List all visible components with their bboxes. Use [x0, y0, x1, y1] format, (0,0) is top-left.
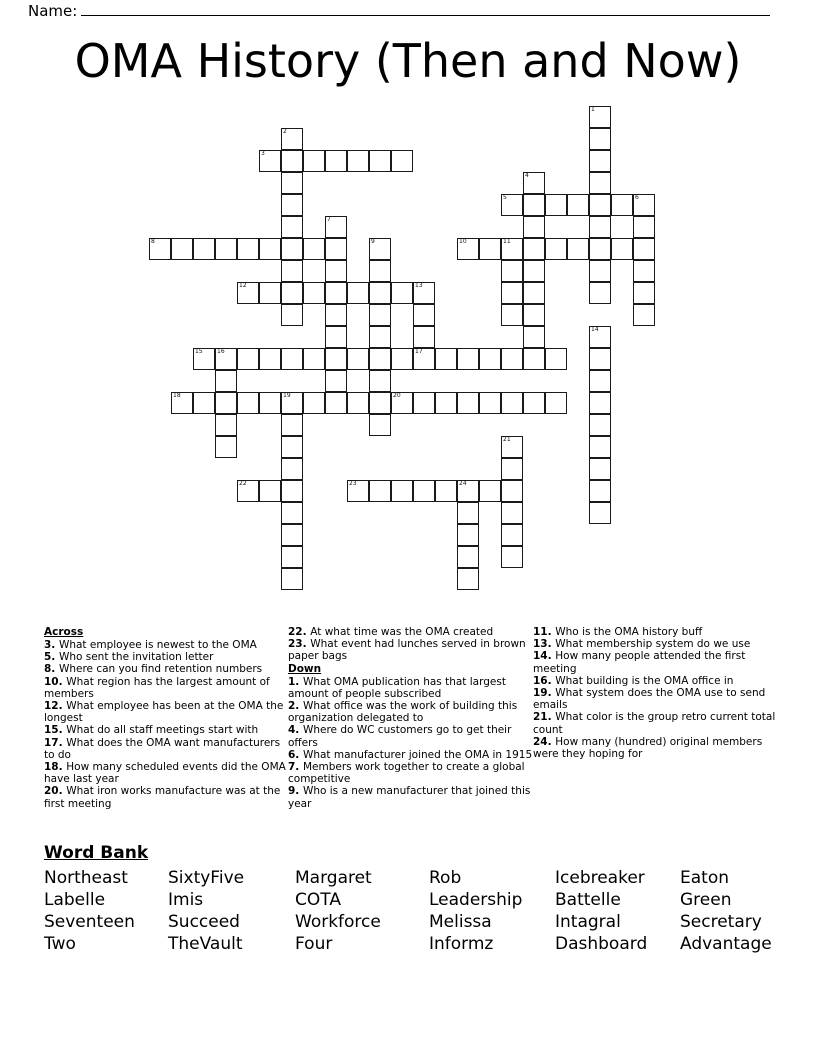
- crossword-cell[interactable]: [281, 260, 303, 282]
- clue-item: [288, 749, 533, 761]
- word-bank-list: [44, 867, 784, 955]
- crossword-cell[interactable]: [501, 194, 523, 216]
- clue-number: 24.: [533, 735, 556, 748]
- crossword-cell[interactable]: [281, 194, 303, 216]
- cell-number: 2: [283, 128, 287, 135]
- clue-text: What membership system do we use: [555, 638, 751, 651]
- crossword-cell[interactable]: [501, 260, 523, 282]
- clue-number: 21.: [533, 711, 556, 724]
- crossword-cell[interactable]: [479, 238, 501, 260]
- crossword-cell[interactable]: [325, 238, 347, 260]
- clue-number: 6.: [288, 748, 303, 761]
- crossword-cell[interactable]: [501, 458, 523, 480]
- crossword-cell[interactable]: [325, 216, 347, 238]
- word-bank-word[interactable]: Intagral: [555, 912, 621, 932]
- clue-number: 16.: [533, 674, 556, 687]
- crossword-cell[interactable]: [435, 348, 457, 370]
- crossword-cell[interactable]: [281, 568, 303, 590]
- crossword-cell[interactable]: [545, 348, 567, 370]
- clue-item: [533, 711, 784, 735]
- crossword-cell[interactable]: [589, 326, 611, 348]
- crossword-cell[interactable]: [237, 480, 259, 502]
- crossword-cell[interactable]: [523, 392, 545, 414]
- crossword-cell[interactable]: [149, 238, 171, 260]
- crossword-cell[interactable]: [589, 128, 611, 150]
- crossword-cell[interactable]: [589, 348, 611, 370]
- crossword-cell[interactable]: [303, 150, 325, 172]
- crossword-cell[interactable]: [435, 480, 457, 502]
- crossword-cell[interactable]: [347, 392, 369, 414]
- word-bank-title: Word Bank: [44, 843, 149, 863]
- crossword-cell[interactable]: [369, 238, 391, 260]
- clue-text: What office was the work of building this organization delegated to: [288, 700, 518, 725]
- crossword-cell[interactable]: [413, 348, 435, 370]
- crossword-cell[interactable]: [501, 436, 523, 458]
- crossword-cell[interactable]: [523, 348, 545, 370]
- clue-number: 14.: [533, 650, 556, 663]
- word-bank-word[interactable]: Seventeen: [44, 912, 135, 932]
- crossword-cell[interactable]: [281, 502, 303, 524]
- clue-item: [288, 785, 533, 809]
- crossword-cell[interactable]: [479, 392, 501, 414]
- crossword-cell[interactable]: [259, 392, 281, 414]
- crossword-cell[interactable]: [281, 216, 303, 238]
- cell-number: 17: [415, 348, 423, 355]
- crossword-cell[interactable]: [523, 238, 545, 260]
- crossword-cell[interactable]: [545, 238, 567, 260]
- cell-number: 18: [173, 392, 181, 399]
- crossword-cell[interactable]: [589, 238, 611, 260]
- crossword-cell[interactable]: [501, 502, 523, 524]
- crossword-cell[interactable]: [215, 238, 237, 260]
- crossword-cell[interactable]: [523, 260, 545, 282]
- crossword-cell[interactable]: [457, 546, 479, 568]
- clue-item: [44, 676, 288, 700]
- crossword-cell[interactable]: [391, 348, 413, 370]
- clue-item: [533, 675, 784, 687]
- cell-number: 24: [459, 480, 467, 487]
- crossword-cell[interactable]: [523, 194, 545, 216]
- crossword-cell[interactable]: [215, 392, 237, 414]
- cell-number: 5: [503, 194, 507, 201]
- crossword-cell[interactable]: [193, 238, 215, 260]
- crossword-grid[interactable]: [0, 0, 816, 520]
- clue-item: [288, 700, 533, 724]
- crossword-cell[interactable]: [303, 282, 325, 304]
- crossword-cell[interactable]: [193, 392, 215, 414]
- crossword-cell[interactable]: [325, 304, 347, 326]
- crossword-cell[interactable]: [391, 392, 413, 414]
- cell-number: 8: [151, 238, 155, 245]
- clue-item: [533, 626, 784, 638]
- clue-item: [44, 737, 288, 761]
- cell-number: 20: [393, 392, 401, 399]
- clue-item: [288, 676, 533, 700]
- crossword-cell[interactable]: [281, 304, 303, 326]
- clue-number: 23.: [288, 638, 311, 651]
- cell-number: 12: [239, 282, 247, 289]
- crossword-cell[interactable]: [633, 238, 655, 260]
- clue-text: What region has the largest amount of members: [44, 675, 270, 700]
- word-bank-word[interactable]: Northeast: [44, 868, 128, 888]
- clue-number: 12.: [44, 700, 67, 713]
- crossword-cell[interactable]: [281, 392, 303, 414]
- name-label: Name:: [28, 2, 78, 20]
- crossword-cell[interactable]: [303, 392, 325, 414]
- crossword-cell[interactable]: [545, 392, 567, 414]
- crossword-cell[interactable]: [413, 282, 435, 304]
- word-bank-word[interactable]: Four: [295, 934, 333, 954]
- crossword-cell[interactable]: [633, 194, 655, 216]
- clue-item: [533, 638, 784, 650]
- clue-text: Members work together to create a global competitive: [288, 761, 525, 786]
- crossword-cell[interactable]: [391, 480, 413, 502]
- crossword-cell[interactable]: [633, 282, 655, 304]
- cell-number: 7: [327, 216, 331, 223]
- crossword-cell[interactable]: [325, 392, 347, 414]
- crossword-cell[interactable]: [347, 150, 369, 172]
- crossword-cell[interactable]: [523, 304, 545, 326]
- crossword-cell[interactable]: [281, 546, 303, 568]
- clue-section-heading: Down: [288, 662, 322, 675]
- crossword-cell[interactable]: [369, 348, 391, 370]
- crossword-cell[interactable]: [589, 194, 611, 216]
- crossword-cell[interactable]: [281, 348, 303, 370]
- clue-column-2: [288, 626, 533, 810]
- crossword-cell[interactable]: [303, 238, 325, 260]
- clue-number: 17.: [44, 736, 67, 749]
- clue-number: 7.: [288, 761, 303, 774]
- crossword-cell[interactable]: [237, 282, 259, 304]
- crossword-cell[interactable]: [523, 326, 545, 348]
- word-bank-word[interactable]: Eaton: [680, 868, 729, 888]
- crossword-cell[interactable]: [633, 216, 655, 238]
- crossword-cell[interactable]: [589, 150, 611, 172]
- cell-number: 23: [349, 480, 357, 487]
- crossword-cell[interactable]: [281, 480, 303, 502]
- crossword-cell[interactable]: [457, 392, 479, 414]
- crossword-cell[interactable]: [325, 348, 347, 370]
- clue-item: [44, 724, 288, 736]
- crossword-cell[interactable]: [237, 392, 259, 414]
- word-bank-word[interactable]: Battelle: [555, 890, 621, 910]
- crossword-cell[interactable]: [633, 304, 655, 326]
- crossword-cell[interactable]: [611, 194, 633, 216]
- clue-text: How many people attended the first meeting: [533, 650, 746, 675]
- word-bank-word[interactable]: Succeed: [168, 912, 240, 932]
- crossword-cell[interactable]: [523, 282, 545, 304]
- crossword-cell[interactable]: [369, 414, 391, 436]
- crossword-cell[interactable]: [633, 260, 655, 282]
- crossword-cell[interactable]: [281, 150, 303, 172]
- clue-column-3: [533, 626, 784, 760]
- crossword-cell[interactable]: [325, 150, 347, 172]
- word-bank-word[interactable]: Secretary: [680, 912, 762, 932]
- crossword-cell[interactable]: [237, 238, 259, 260]
- word-bank-word[interactable]: Rob: [429, 868, 462, 888]
- crossword-cell[interactable]: [457, 238, 479, 260]
- crossword-cell[interactable]: [479, 480, 501, 502]
- crossword-cell[interactable]: [171, 392, 193, 414]
- word-bank-word[interactable]: Green: [680, 890, 732, 910]
- cell-number: 19: [283, 392, 291, 399]
- clue-text: What event had lunches served in brown paper bags: [288, 638, 526, 663]
- crossword-cell[interactable]: [369, 392, 391, 414]
- crossword-cell[interactable]: [347, 282, 369, 304]
- crossword-cell[interactable]: [281, 436, 303, 458]
- clue-item: [533, 687, 784, 711]
- crossword-cell[interactable]: [391, 150, 413, 172]
- cell-number: 14: [591, 326, 599, 333]
- crossword-cell[interactable]: [369, 260, 391, 282]
- clue-item: [533, 650, 784, 674]
- clue-item: [288, 626, 533, 638]
- word-bank-word[interactable]: COTA: [295, 890, 341, 910]
- clue-text: What manufacturer joined the OMA in 1915: [302, 748, 533, 761]
- clue-number: 13.: [533, 638, 556, 651]
- clue-text: What OMA publication has that largest amount of people subscribed: [288, 675, 506, 700]
- crossword-cell[interactable]: [413, 304, 435, 326]
- word-bank-word[interactable]: Icebreaker: [555, 868, 645, 888]
- word-bank-word[interactable]: Imis: [168, 890, 204, 910]
- cell-number: 9: [371, 238, 375, 245]
- clue-number: 22.: [288, 626, 311, 638]
- crossword-cell[interactable]: [567, 238, 589, 260]
- crossword-cell[interactable]: [325, 326, 347, 348]
- crossword-cell[interactable]: [369, 150, 391, 172]
- clue-text: What color is the group retro current total count: [533, 711, 776, 736]
- cell-number: 16: [217, 348, 225, 355]
- clue-text: Where can you find retention numbers: [58, 663, 263, 676]
- clue-number: 10.: [44, 675, 67, 688]
- word-bank-word[interactable]: Dashboard: [555, 934, 648, 954]
- cell-number: 4: [525, 172, 529, 179]
- crossword-cell[interactable]: [281, 282, 303, 304]
- clue-number: 8.: [44, 663, 59, 676]
- word-bank-word[interactable]: Informz: [429, 934, 494, 954]
- crossword-cell[interactable]: [281, 238, 303, 260]
- clue-text: What does the OMA want manufacturers to do: [44, 736, 281, 761]
- clues-section: [44, 626, 784, 810]
- crossword-cell[interactable]: [325, 282, 347, 304]
- crossword-cell[interactable]: [457, 502, 479, 524]
- clue-item: [44, 651, 288, 663]
- cell-number: 13: [415, 282, 423, 289]
- crossword-cell[interactable]: [281, 128, 303, 150]
- crossword-cell[interactable]: [479, 348, 501, 370]
- crossword-cell[interactable]: [259, 480, 281, 502]
- clue-number: 2.: [288, 700, 303, 713]
- clue-text: What building is the OMA office in: [555, 674, 734, 687]
- clue-text: What employee has been at the OMA the longest: [44, 700, 284, 725]
- crossword-cell[interactable]: [281, 524, 303, 546]
- crossword-cell[interactable]: [589, 392, 611, 414]
- crossword-cell[interactable]: [171, 238, 193, 260]
- word-bank-word[interactable]: Labelle: [44, 890, 106, 910]
- crossword-cell[interactable]: [589, 480, 611, 502]
- clue-item: [288, 638, 533, 662]
- clue-item: [44, 663, 288, 675]
- clue-text: What do all staff meetings start with: [66, 724, 259, 737]
- crossword-cell[interactable]: [369, 304, 391, 326]
- clue-section-heading: Across: [44, 626, 84, 638]
- clue-number: 9.: [288, 785, 303, 798]
- page-title: OMA History (Then and Now): [74, 34, 742, 88]
- clue-number: 3.: [44, 639, 59, 651]
- clue-text: What iron works manufacture was at the first meeting: [44, 785, 281, 810]
- crossword-cell[interactable]: [193, 348, 215, 370]
- word-bank-word[interactable]: Leadership: [429, 890, 523, 910]
- cell-number: 1: [591, 106, 595, 113]
- crossword-cell[interactable]: [259, 150, 281, 172]
- cell-number: 10: [459, 238, 467, 245]
- word-bank-word[interactable]: Workforce: [295, 912, 381, 932]
- crossword-cell[interactable]: [501, 524, 523, 546]
- word-bank-word[interactable]: Margaret: [295, 868, 372, 888]
- crossword-cell[interactable]: [457, 568, 479, 590]
- crossword-cell[interactable]: [501, 238, 523, 260]
- clue-number: 4.: [288, 724, 303, 737]
- crossword-cell[interactable]: [589, 260, 611, 282]
- clue-item: [44, 761, 288, 785]
- clue-text: Where do WC customers go to get their offers: [288, 724, 512, 749]
- crossword-cell[interactable]: [215, 370, 237, 392]
- clue-text: What system does the OMA use to send emails: [533, 687, 766, 712]
- word-bank-section: [44, 843, 784, 955]
- clue-number: 20.: [44, 785, 67, 798]
- clue-item: [288, 761, 533, 785]
- cell-number: 15: [195, 348, 203, 355]
- crossword-cell[interactable]: [611, 238, 633, 260]
- crossword-cell[interactable]: [215, 436, 237, 458]
- crossword-cell[interactable]: [391, 282, 413, 304]
- crossword-cell[interactable]: [325, 370, 347, 392]
- clue-text: Who is a new manufacturer that joined this year: [288, 785, 531, 810]
- crossword-cell[interactable]: [567, 194, 589, 216]
- crossword-cell[interactable]: [281, 172, 303, 194]
- crossword-cell[interactable]: [259, 348, 281, 370]
- crossword-cell[interactable]: [501, 392, 523, 414]
- crossword-cell[interactable]: [369, 326, 391, 348]
- clue-number: 5.: [44, 651, 59, 664]
- crossword-cell[interactable]: [501, 282, 523, 304]
- crossword-cell[interactable]: [237, 348, 259, 370]
- crossword-cell[interactable]: [589, 414, 611, 436]
- clue-number: 15.: [44, 724, 67, 737]
- crossword-cell[interactable]: [457, 480, 479, 502]
- crossword-cell[interactable]: [369, 480, 391, 502]
- clue-item: [44, 700, 288, 724]
- crossword-cell[interactable]: [215, 414, 237, 436]
- word-bank-word[interactable]: Two: [44, 934, 76, 954]
- crossword-cell[interactable]: [325, 260, 347, 282]
- clue-item: [533, 736, 784, 760]
- crossword-cell[interactable]: [435, 392, 457, 414]
- clue-number: 18.: [44, 761, 67, 774]
- crossword-cell[interactable]: [413, 326, 435, 348]
- crossword-cell[interactable]: [259, 282, 281, 304]
- clue-number: 11.: [533, 626, 556, 638]
- cell-number: 11: [503, 238, 511, 245]
- clue-number: 19.: [533, 687, 556, 700]
- crossword-cell[interactable]: [545, 194, 567, 216]
- crossword-cell[interactable]: [589, 458, 611, 480]
- clue-text: At what time was the OMA created: [310, 626, 494, 638]
- clue-text: How many scheduled events did the OMA have last year: [44, 761, 286, 786]
- crossword-cell[interactable]: [589, 502, 611, 524]
- word-bank-word[interactable]: Melissa: [429, 912, 492, 932]
- clue-text: Who sent the invitation letter: [58, 651, 214, 664]
- crossword-cell[interactable]: [589, 106, 611, 128]
- cell-number: 3: [261, 150, 265, 157]
- crossword-cell[interactable]: [369, 282, 391, 304]
- word-bank-word[interactable]: SixtyFive: [168, 868, 245, 888]
- crossword-cell[interactable]: [523, 216, 545, 238]
- crossword-cell[interactable]: [413, 480, 435, 502]
- clue-number: 1.: [288, 675, 303, 688]
- crossword-cell[interactable]: [369, 370, 391, 392]
- crossword-cell[interactable]: [501, 304, 523, 326]
- crossword-cell[interactable]: [281, 414, 303, 436]
- clue-text: What employee is newest to the OMA: [58, 639, 257, 651]
- crossword-cell[interactable]: [347, 480, 369, 502]
- clue-item: [44, 785, 288, 809]
- crossword-cell[interactable]: [501, 480, 523, 502]
- crossword-cell[interactable]: [523, 172, 545, 194]
- clue-item: [288, 724, 533, 748]
- crossword-cell[interactable]: [589, 436, 611, 458]
- crossword-cell[interactable]: [589, 282, 611, 304]
- clue-column-1: [44, 626, 288, 810]
- crossword-cell[interactable]: [501, 348, 523, 370]
- crossword-cell[interactable]: [215, 348, 237, 370]
- crossword-cell[interactable]: [303, 348, 325, 370]
- crossword-cell[interactable]: [457, 524, 479, 546]
- crossword-cell[interactable]: [589, 370, 611, 392]
- word-bank-word[interactable]: TheVault: [168, 934, 243, 954]
- clue-text: How many (hundred) original members were they hoping for: [533, 735, 763, 761]
- word-bank-word[interactable]: Advantage: [680, 934, 772, 954]
- clue-item: [44, 639, 288, 651]
- crossword-cell[interactable]: [413, 392, 435, 414]
- crossword-cell[interactable]: [501, 546, 523, 568]
- crossword-cell[interactable]: [589, 172, 611, 194]
- crossword-cell[interactable]: [589, 216, 611, 238]
- cell-number: 22: [239, 480, 247, 487]
- crossword-cell[interactable]: [259, 238, 281, 260]
- clue-text: Who is the OMA history buff: [555, 626, 703, 638]
- cell-number: 21: [503, 436, 511, 443]
- cell-number: 6: [635, 194, 639, 201]
- crossword-cell[interactable]: [281, 458, 303, 480]
- crossword-cell[interactable]: [347, 348, 369, 370]
- crossword-cell[interactable]: [457, 348, 479, 370]
